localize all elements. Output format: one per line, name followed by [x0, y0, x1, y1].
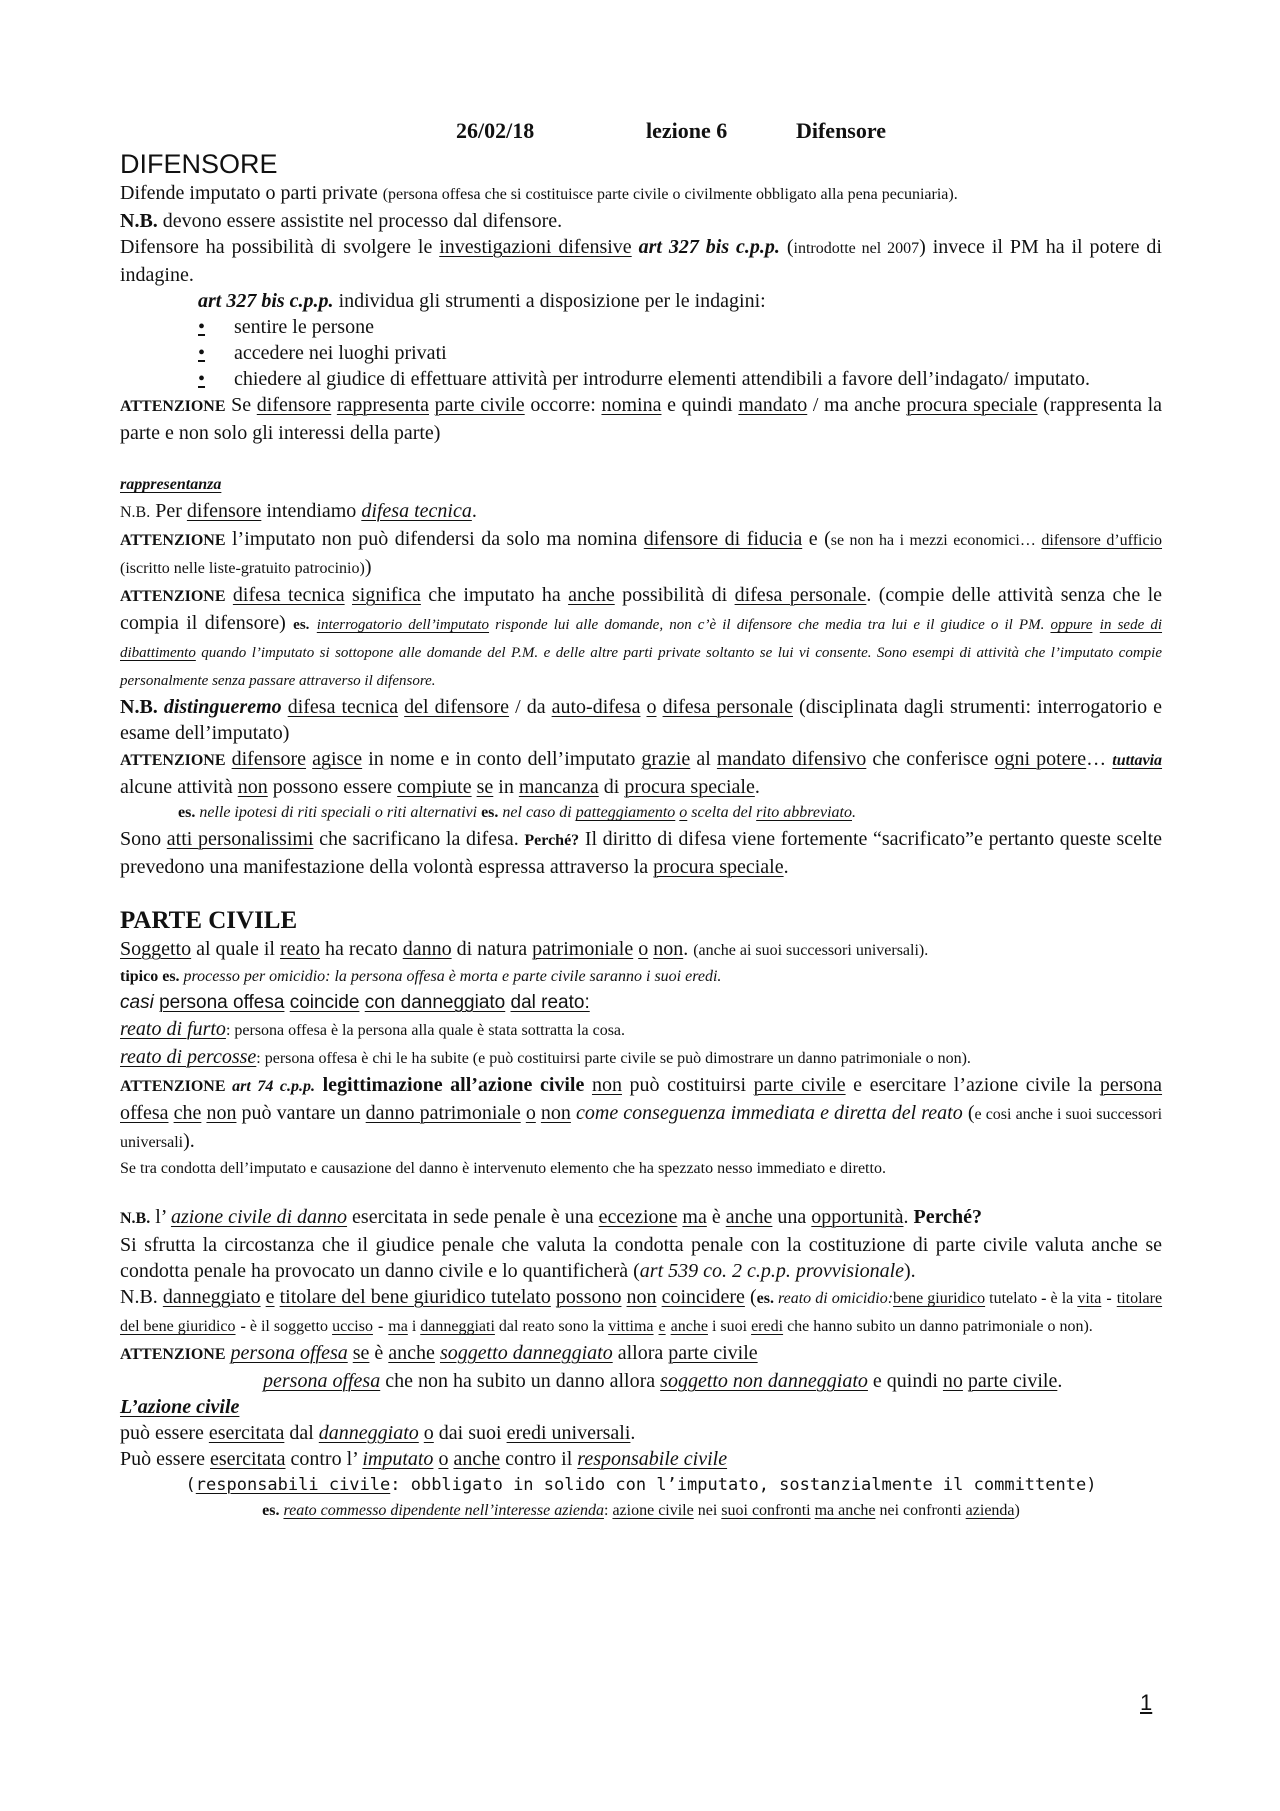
investigation-list	[120, 314, 1162, 392]
paragraph-esercitata-contro: Può essere esercitata contro l’ imputato o anche contro il responsabile civile	[120, 1448, 728, 1470]
list-item: • chiedere al giudice di effettuare attività per introdurre elementi attendibili a favore dell’indagato/ imputato.	[198, 368, 1090, 390]
list-item: • accedere nei luoghi privati	[198, 342, 447, 364]
paragraph-persona-non-danneggiata: persona offesa che non ha subito un danno allora soggetto non danneggiato e quindi no parte civile.	[263, 1370, 1063, 1392]
paragraph-attention-art74: ATTENZIONE art 74 c.p.p. legittimazione all’azione civile non può costituirsi parte civile e esercitare l’azione civile la persona offesa che non può vantare un danno patrimoniale o non come conseguenza immediata e diretta del reato (e cosi anche i suoi successori universali).	[120, 1074, 1163, 1152]
paragraph-attention-difesa-personale: ATTENZIONE difesa tecnica significa che imputato ha anche possibilità di difesa personale. (compie delle attività senza che le compia il difensore) es. interrogatorio dell’imputato risponde lui alle domande, non c’è il difensore che media tra lui e il giudice o il PM. oppure in sede di dibattimento quando l’imputato si sottopone alle domande del P.M. e delle altre parti private soltanto se lui vi consente. Sono esempi di attività che l’imputato compie personalmente senza passare attraverso il difensore.	[120, 584, 1163, 689]
paragraph-defend: Difende imputato o parti private (persona offesa che si costituisce parte civile o civilmente obbligato alla pena pecuniaria).	[120, 182, 958, 204]
paragraph-esercitata-dal: può essere esercitata dal danneggiato o dai suoi eredi universali.	[120, 1422, 636, 1444]
page-number: 1	[1140, 1690, 1153, 1715]
paragraph-nb-assist: N.B. devono essere assistite nel processo dal difensore.	[120, 210, 563, 232]
paragraph-nb-distingueremo: N.B. distingueremo difesa tecnica del difensore / da auto-difesa o difesa personale (disciplinata dagli strumenti: interrogatorio e esame dell’imputato)	[120, 696, 1163, 744]
bullet-icon: •	[198, 368, 206, 390]
subheading-azione-civile: L’azione civile	[120, 1396, 240, 1418]
paragraph-furto: reato di furto: persona offesa è la persona alla quale è stata sottratta la cosa.	[120, 1018, 626, 1040]
paragraph-attention-mandato: ATTENZIONE difensore agisce in nome e in conto dell’imputato grazie al mandato difensivo che conferisce ogni potere… tuttavia alcune attività non possono essere compiute se in mancanza di procura speciale.	[120, 748, 1163, 798]
document-body	[120, 118, 1162, 1524]
paragraph-nb-azione-civile: N.B. l’ azione civile di danno esercitata in sede penale è una eccezione ma è anche una opportunità. Perché?	[120, 1206, 982, 1228]
paragraph-art327: art 327 bis c.p.p. individua gli strumenti a disposizione per le indagini:	[198, 290, 766, 312]
paragraph-responsabile-civile: (responsabili civile: obbligato in solido con l’imputato, sostanzialmente il committente)	[185, 1475, 1097, 1495]
paragraph-casi: casi persona offesa coincide con danneggiato dal reato:	[120, 992, 590, 1013]
page-title: DIFENSORE	[120, 149, 278, 179]
paragraph-tipico-es: tipico es. processo per omicidio: la persona offesa è morta e parte civile saranno i suoi eredi.	[120, 968, 722, 985]
subheading-rappresentanza: rappresentanza	[120, 476, 222, 493]
list-item: • sentire le persone	[198, 316, 374, 338]
paragraph-attention-mandate: ATTENZIONE Se difensore rappresenta parte civile occorre: nomina e quindi mandato / ma anche procura speciale (rappresenta la parte e non solo gli interessi della parte)	[120, 394, 1163, 444]
paragraph-atti-personalissimi: Sono atti personalissimi che sacrificano la difesa. Perché? Il diritto di difesa viene fortemente “sacrificato”e pertanto queste scelte prevedono una manifestazione della volontà espressa attraverso la procura speciale.	[120, 828, 1163, 878]
paragraph-example-riti: es. nelle ipotesi di riti speciali o riti alternativi es. nel caso di patteggiamento o scelta del rito abbreviato.	[178, 804, 856, 821]
paragraph-attention-persona-offesa: ATTENZIONE persona offesa se è anche soggetto danneggiato allora parte civile	[120, 1342, 758, 1364]
paragraph-nb-difesa-tecnica: N.B. Per difensore intendiamo difesa tecnica.	[120, 500, 477, 522]
lesson-date: 26/02/18	[455, 118, 535, 143]
paragraph-percosse: reato di percosse: persona offesa è chi le ha subite (e può costituirsi parte civile se può dimostrare un danno patrimoniale o non).	[120, 1046, 971, 1068]
paragraph-nesso: Se tra condotta dell’imputato e causazione del danno è intervenuto elemento che ha spezzato nesso immediato e diretto.	[120, 1160, 886, 1177]
bullet-icon: •	[198, 342, 206, 364]
lesson-topic: Difensore	[795, 118, 887, 143]
lesson-number: lezione 6	[645, 118, 728, 143]
paragraph-nb-danneggiato: N.B. danneggiato e titolare del bene giuridico tutelato possono non coincidere (es. reato di omicidio:bene giuridico tutelato - è la vita - titolare del bene giuridico - è il soggetto ucciso - ma i danneggiati dal reato sono la vittima e anche i suoi eredi che hanno subito un danno patrimoniale o non).	[120, 1286, 1163, 1335]
paragraph-attention-fiducia: ATTENZIONE l’imputato non può difendersi da solo ma nomina difensore di fiducia e (se non ha i mezzi economici… difensore d’ufficio (iscritto nelle liste-gratuito patrocinio))	[120, 528, 1163, 578]
paragraph-investigations: Difensore ha possibilità di svolgere le investigazioni difensive art 327 bis c.p.p. (introdotte nel 2007) invece il PM ha il potere di indagine.	[120, 236, 1162, 286]
section-title-parte-civile: PARTE CIVILE	[120, 907, 298, 934]
paragraph-soggetto: Soggetto al quale il reato ha recato danno di natura patrimoniale o non. (anche ai suoi successori universali).	[120, 938, 929, 960]
bullet-icon: •	[198, 316, 206, 338]
paragraph-example-azienda: es. reato commesso dipendente nell’interesse azienda: azione civile nei suoi confronti ma anche nei confronti azienda)	[262, 1502, 1020, 1519]
lesson-heading	[180, 118, 1162, 144]
paragraph-si-sfrutta: Si sfrutta la circostanza che il giudice penale che valuta la condotta penale con la costituzione di parte civile valuta anche se condotta penale ha provocato un danno civile e lo quantificherà (art 539 co. 2 c.p.p. provvisionale).	[120, 1234, 1162, 1282]
